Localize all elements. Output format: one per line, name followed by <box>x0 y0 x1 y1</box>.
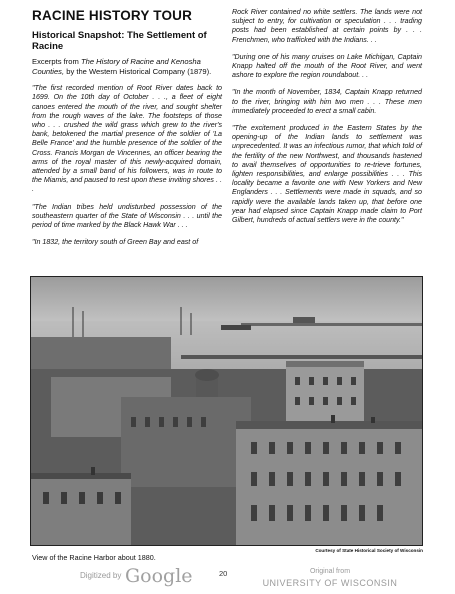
photo-caption: View of the Racine Harbor about 1880. <box>32 553 156 562</box>
quote-paragraph: "In 1832, the territory south of Green Bay and east of <box>32 238 199 247</box>
harbor-photo <box>30 276 423 546</box>
excerpt-suffix: by the Western Historical Company (1879). <box>66 66 212 76</box>
quote-paragraph: "The excitement produced in the Eastern States by the opening-up of the Indian lands to settlement was unprecedented. It was an infectious rumor, that which told of the fertility of the new Northwest, and thousands hastened to avail themselves of opportunities to re-trieve fortunes, lighten responsibilities, and enlarge possibilities . . . This locality became a favorite one with New Yorkers and New Englanders . . . Settlements were made in squads, and so rapidly were the available lands taken up, that before one year had elapsed since Captain Knapp made claim to Port Gilbert, hundreds of actual settlers were in the county." <box>232 124 422 225</box>
quote-paragraph: "The first recorded mention of Root River dates back to 1699. On the 10th day of October . . ., a fleet of eight canoes entered the mouth of the river, and sought shelter from the rough waves of the lake. The footsteps of those who . . . crushed the wild grass which grew to the river's bank, betokened the martial presence of the soldier of 'La Belle France' and the humble presence of the soldier of the Cross. Francis Morgan de Vincennes, an officer bearing the arms of the royal master of this newly-acquired domain, attended by a small band of his followers, was in route to the Miamis, and paused to rest upon these inviting shores . . . <box>32 84 222 194</box>
digitized-by-label: Digitized by <box>80 571 122 580</box>
section-heading: Historical Snapshot: The Settlement of Racine <box>32 30 207 52</box>
quote-paragraph: Rock River contained no white settlers. The lands were not subject to entry, for cultivation or speculation . . . trading posts had been established at certain points by . . . Frenchmen, who trafficked with the Indians. . . <box>232 8 422 44</box>
quote-paragraph: "In the month of November, 1834, Captain Knapp returned to the river, bringing with him two men . . . These men immediately proceeded to erect a small cabin. <box>232 88 422 115</box>
photo-credit: Courtesy of State Historical Society of Wisconsin <box>315 548 423 553</box>
google-logo: Google <box>125 565 193 587</box>
footer <box>0 565 455 594</box>
quote-paragraph: "The Indian tribes held undisturbed possession of the southeastern quarter of the State of Wisconsin . . . until the period of time marked by the Black Hawk War . . . <box>32 202 222 230</box>
excerpt-book-title: The History of Racine and Kenosha Counties, <box>32 57 201 76</box>
excerpt-source <box>32 57 222 76</box>
quote-paragraph: "During one of his many cruises on Lake Michigan, Captain Knapp halted off the mouth of the Root River, and went ashore to explore the region roundabout. . . <box>232 52 422 80</box>
original-from-label: Original from <box>309 568 351 575</box>
page-title: RACINE HISTORY TOUR <box>32 8 193 23</box>
harbor-photo-drawing <box>31 277 423 546</box>
excerpt-prefix: Excerpts from <box>32 57 79 66</box>
institution-name: UNIVERSITY OF WISCONSIN <box>262 578 398 588</box>
right-column <box>232 8 422 233</box>
left-column <box>32 8 222 255</box>
page-number: 20 <box>219 569 228 578</box>
